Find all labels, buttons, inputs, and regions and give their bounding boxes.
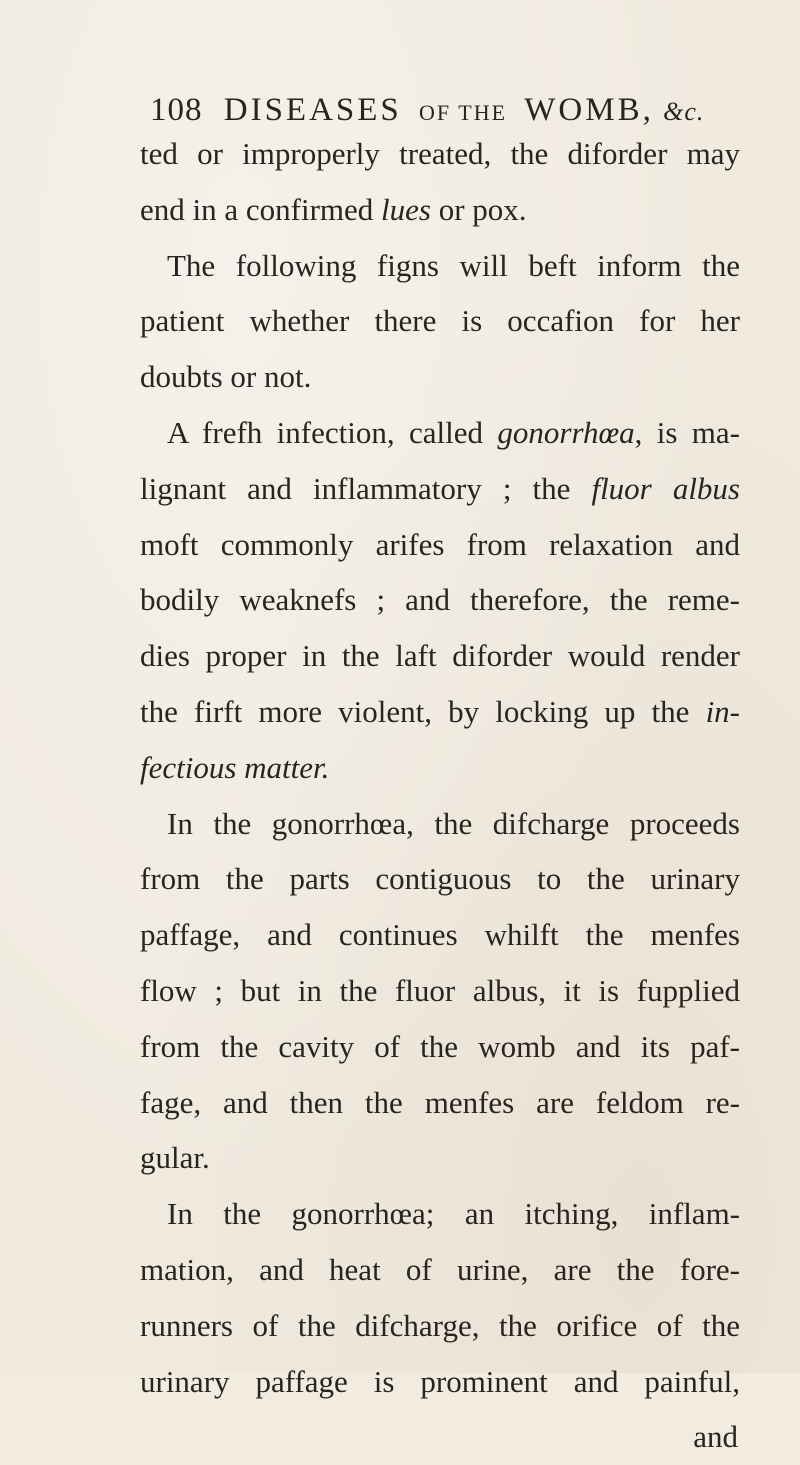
text-line bbox=[140, 572, 740, 628]
text-line bbox=[140, 293, 740, 349]
italic-text: fectious matter. bbox=[140, 749, 330, 785]
header-title-of: OF THE bbox=[419, 100, 508, 125]
text-line bbox=[140, 851, 740, 907]
text-segment: the firft more violent, by locking up the bbox=[140, 693, 706, 729]
text-segment: and bbox=[693, 1419, 738, 1455]
text-segment: end in a confirmed bbox=[140, 191, 382, 227]
text-line bbox=[140, 684, 740, 740]
text-line bbox=[140, 349, 740, 405]
text-line bbox=[140, 740, 740, 796]
text-segment: dies proper in the laft diforder would render bbox=[140, 638, 740, 674]
text-segment: patient whether there is occafion for her bbox=[140, 303, 740, 339]
text-segment: ted or improperly treated, the diforder may bbox=[140, 136, 740, 171]
text-segment: In the gonorrhœa; an itching, inflam- bbox=[167, 1196, 740, 1232]
text-segment: gular. bbox=[140, 1140, 210, 1176]
italic-text: lues bbox=[381, 191, 431, 227]
text-line bbox=[140, 238, 740, 294]
text-segment: , is ma- bbox=[634, 414, 740, 450]
text-segment: The following figns will beft inform the bbox=[167, 247, 740, 283]
text-line bbox=[140, 1298, 740, 1354]
text-segment: from the cavity of the womb and its paf- bbox=[140, 1028, 740, 1064]
text-segment: bodily weaknefs ; and therefore, the reme- bbox=[140, 582, 740, 618]
text-line bbox=[140, 1242, 740, 1298]
text-segment: fage, and then the menfes are feldom re- bbox=[140, 1084, 740, 1120]
text-line bbox=[140, 796, 740, 852]
italic-text: fluor albus bbox=[591, 470, 740, 506]
header-title-end: WOMB, bbox=[524, 92, 654, 128]
text-line bbox=[140, 182, 740, 238]
header-title-etc: &c. bbox=[663, 97, 705, 126]
body-text bbox=[140, 126, 740, 1465]
italic-text: gonorrhœa bbox=[497, 414, 635, 450]
text-segment: mation, and heat of urine, are the fore- bbox=[140, 1251, 740, 1287]
text-segment: paffage, and continues whilft the menfes bbox=[140, 917, 740, 953]
text-line bbox=[140, 517, 740, 573]
text-line bbox=[140, 1019, 740, 1075]
text-segment: moft commonly arifes from relaxation and bbox=[140, 526, 740, 562]
text-segment: doubts or not. bbox=[140, 359, 312, 395]
header-title-main: DISEASES bbox=[223, 92, 402, 128]
text-line bbox=[140, 963, 740, 1019]
text-segment: urinary paffage is prominent and painful, bbox=[140, 1363, 740, 1399]
text-segment: lignant and inflammatory ; the bbox=[140, 470, 592, 506]
text-segment: A frefh infection, called bbox=[167, 414, 498, 450]
text-segment: runners of the difcharge, the orifice of the bbox=[140, 1307, 740, 1343]
text-line bbox=[140, 461, 740, 517]
text-segment: from the parts contiguous to the urinary bbox=[140, 861, 740, 897]
text-line bbox=[140, 1354, 740, 1410]
text-segment: flow ; but in the fluor albus, it is fupplied bbox=[140, 972, 740, 1008]
text-line bbox=[140, 1130, 740, 1186]
italic-text: in- bbox=[705, 693, 740, 729]
text-line bbox=[140, 1186, 740, 1242]
text-line bbox=[140, 628, 740, 684]
text-line bbox=[140, 405, 740, 461]
catchword bbox=[140, 1409, 740, 1465]
page-number: 108 bbox=[150, 92, 203, 128]
text-line bbox=[140, 126, 740, 182]
text-line bbox=[140, 907, 740, 963]
text-segment: or pox. bbox=[430, 191, 527, 227]
text-line bbox=[140, 1075, 740, 1131]
text-segment: In the gonorrhœa, the difcharge proceeds bbox=[167, 805, 740, 841]
